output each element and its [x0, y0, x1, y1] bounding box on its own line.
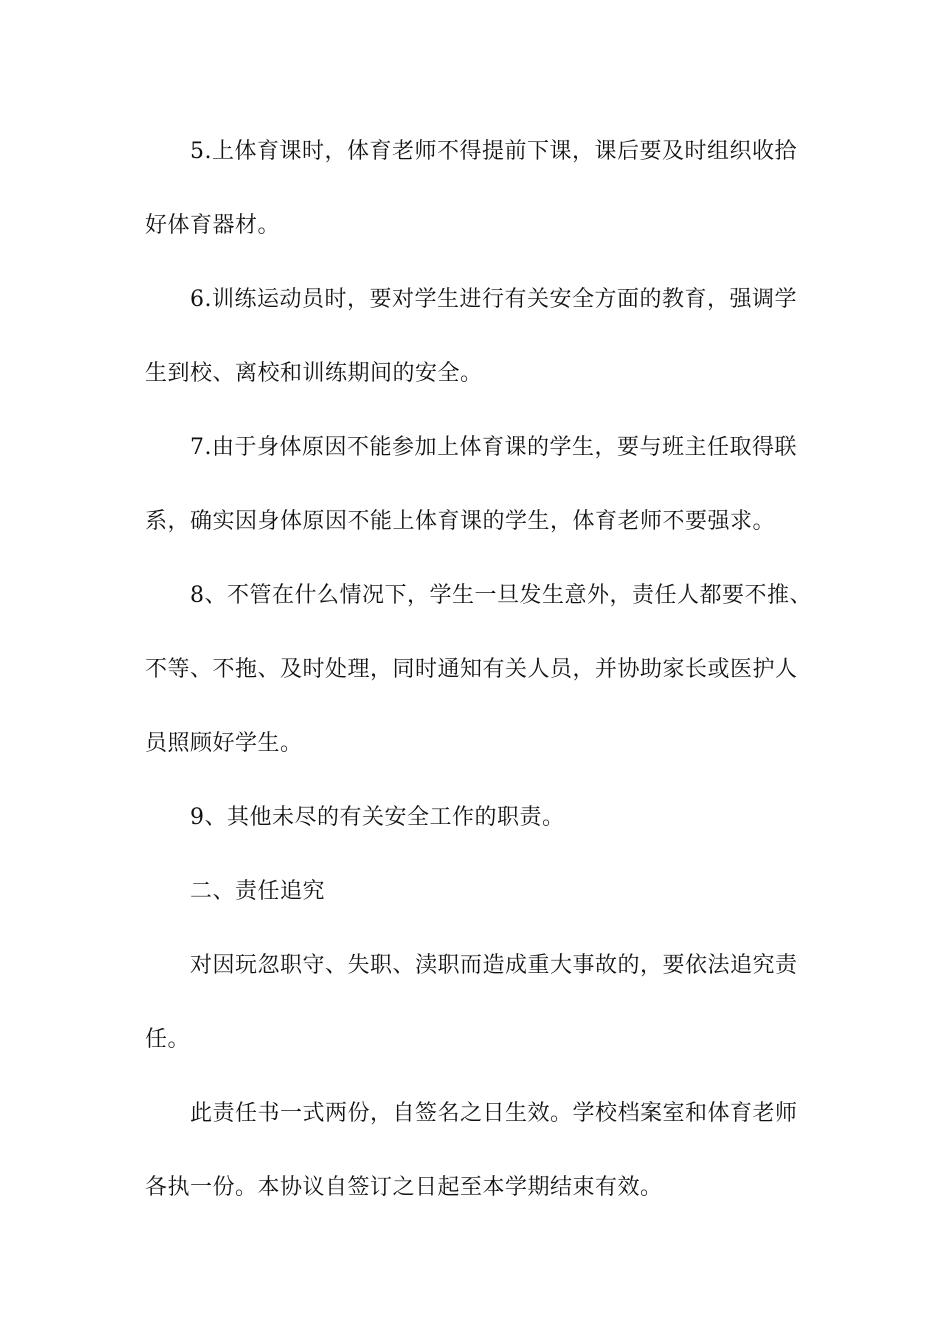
accountability-line-1: 对因玩忽职守、失职、渎职而造成重大事故的，要依法追究责: [190, 953, 798, 978]
paragraph-7-line-1: 7.由于身体原因不能参加上体育课的学生，要与班主任取得联: [190, 435, 797, 460]
section-heading-responsibility: 二、责任追究: [190, 879, 326, 904]
closing-line-1: 此责任书一式两份，自签名之日生效。学校档案室和体育老师: [190, 1101, 798, 1126]
paragraph-6-line-2: 生到校、离校和训练期间的安全。: [145, 361, 483, 386]
paragraph-5-line-1: 5.上体育课时，体育老师不得提前下课，课后要及时组织收拾: [190, 139, 797, 164]
paragraph-7-line-2: 系，确实因身体原因不能上体育课的学生，体育老师不要强求。: [145, 509, 776, 534]
paragraph-5-line-2: 好体育器材。: [145, 213, 281, 238]
paragraph-9-line-1: 9、其他未尽的有关安全工作的职责。: [190, 805, 565, 830]
paragraph-8-line-3: 员照顾好学生。: [145, 731, 303, 756]
accountability-line-2: 任。: [145, 1027, 191, 1052]
closing-line-2: 各执一份。本协议自签订之日起至本学期结束有效。: [145, 1175, 663, 1200]
paragraph-8-line-2: 不等、不拖、及时处理，同时通知有关人员，并协助家长或医护人: [145, 657, 798, 682]
paragraph-6-line-1: 6.训练运动员时，要对学生进行有关安全方面的教育，强调学: [190, 287, 797, 312]
paragraph-8-line-1: 8、不管在什么情况下，学生一旦发生意外，责任人都要不推、: [190, 583, 812, 608]
